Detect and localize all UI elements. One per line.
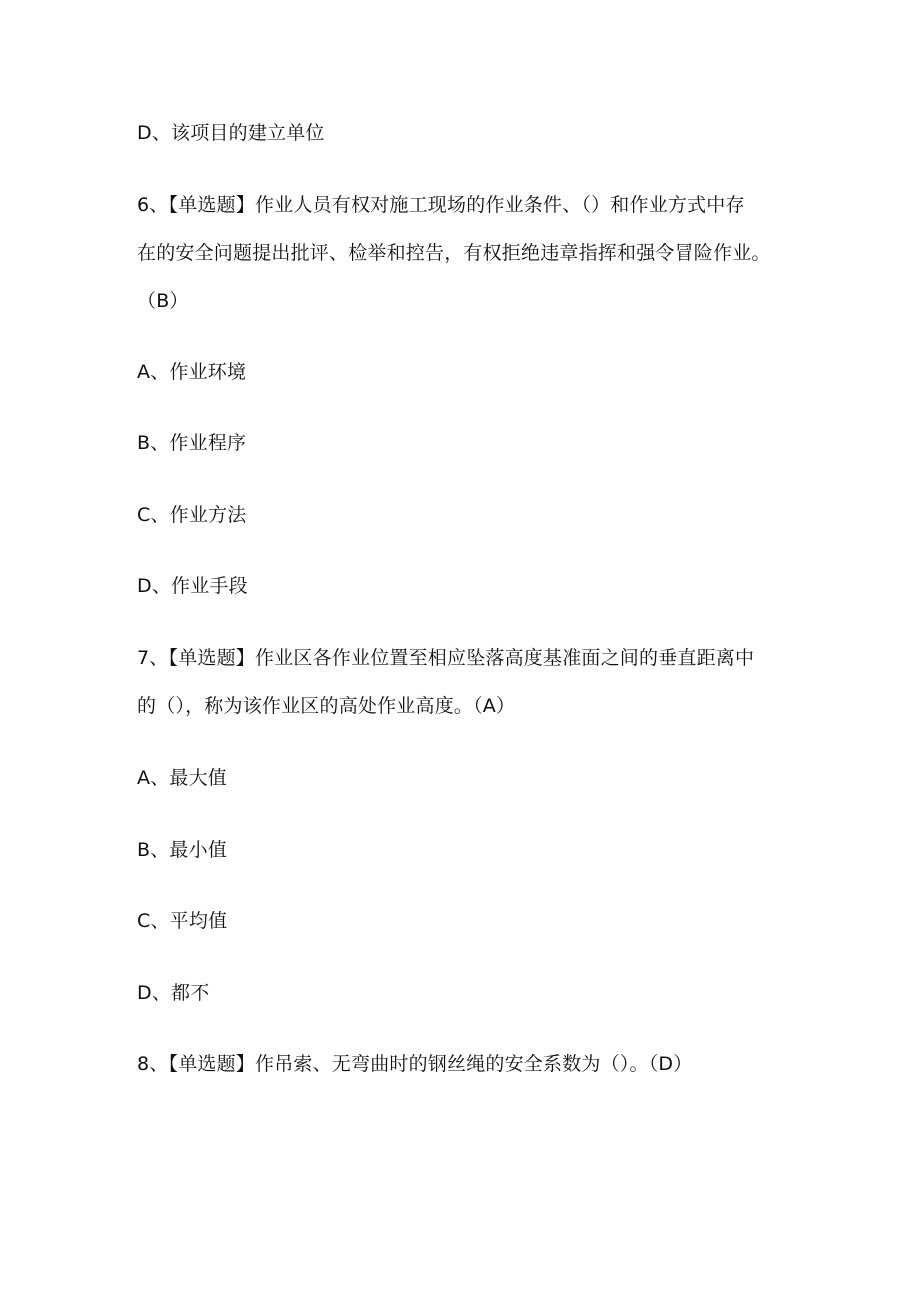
question-6-answer: （B） <box>137 290 189 312</box>
option-d-prev-question: D、该项目的建立单位 <box>137 122 325 144</box>
question-6-text-line-1: 6、【单选题】作业人员有权对施工现场的作业条件、（）和作业方式中存 <box>137 194 745 216</box>
question-7-option-c: C、平均值 <box>137 910 228 932</box>
question-7-option-a: A、最大值 <box>137 767 227 789</box>
question-7-option-d: D、都不 <box>137 982 210 1004</box>
question-6-option-d: D、作业手段 <box>137 575 248 597</box>
question-6-option-a: A、作业环境 <box>137 361 247 383</box>
question-7-text-line-1: 7、【单选题】作业区各作业位置至相应坠落高度基准面之间的垂直距离中 <box>137 647 755 669</box>
question-8-text-line-1: 8、【单选题】作吊索、无弯曲时的钢丝绳的安全系数为（）。（D） <box>137 1053 693 1075</box>
question-6-option-b: B、作业程序 <box>137 432 247 454</box>
question-7-text-line-2: 的（），称为该作业区的高处作业高度。（A） <box>137 695 516 717</box>
question-7-option-b: B、最小值 <box>137 839 228 861</box>
question-6-option-c: C、作业方法 <box>137 504 247 526</box>
question-6-text-line-2: 在的安全问题提出批评、检举和控告，有权拒绝违章指挥和强令冒险作业。 <box>137 242 771 264</box>
